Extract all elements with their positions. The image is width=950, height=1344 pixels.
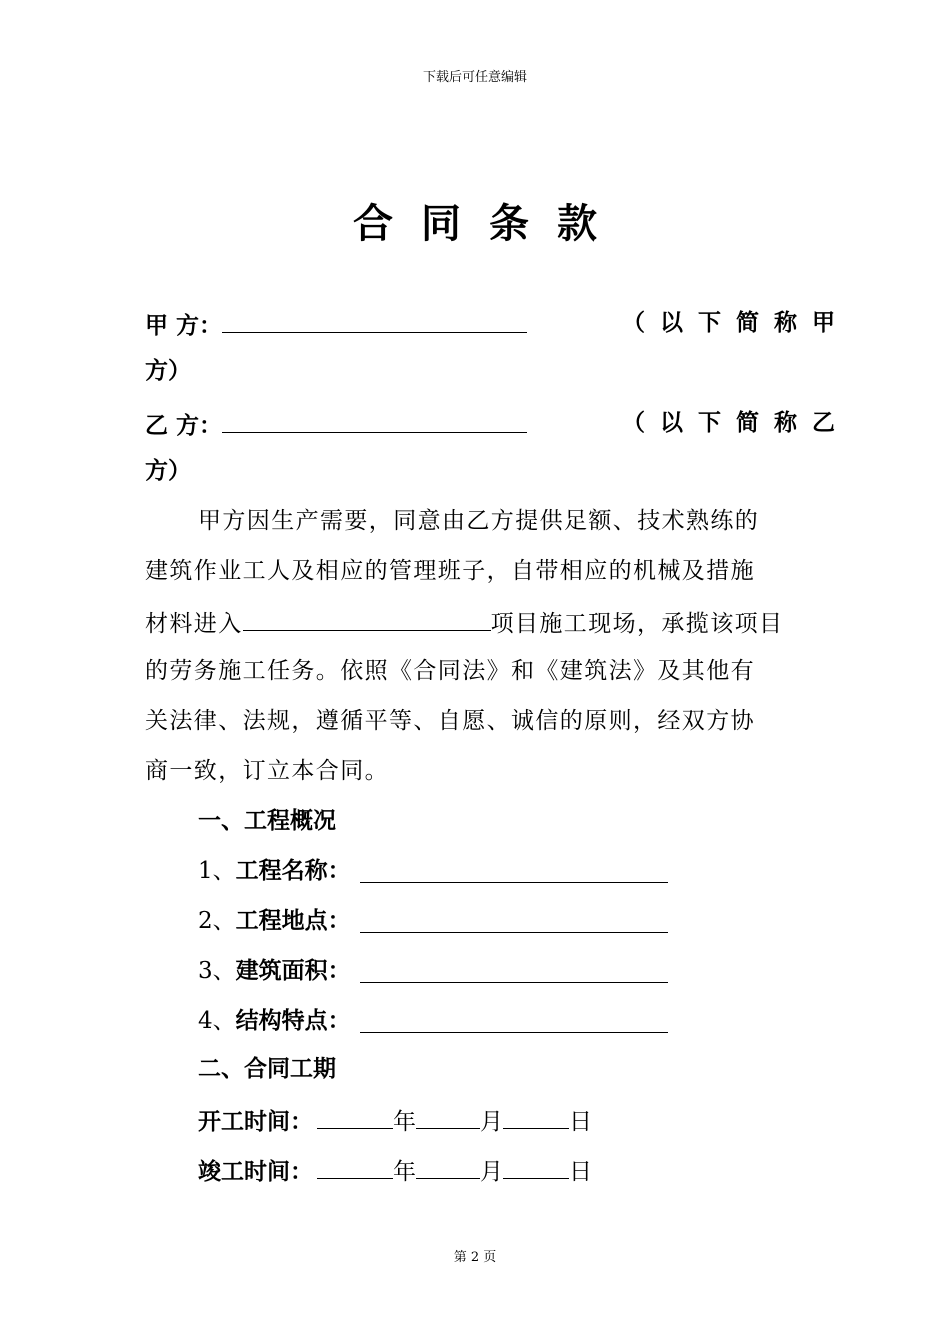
end-year-field[interactable] (317, 1156, 393, 1179)
structure-features-field[interactable] (360, 1010, 668, 1033)
intro-line-3-start: 材料进入 (145, 611, 243, 637)
party-b-label: 乙 方： (145, 412, 223, 439)
end-date-row (198, 1156, 592, 1185)
day-label: 日 (569, 1159, 592, 1185)
item-number: 4、 (198, 1008, 236, 1034)
project-name-blank[interactable] (243, 608, 491, 631)
page-number: 第 2 页 (453, 1250, 497, 1265)
project-item-2 (198, 908, 351, 934)
intro-line-1: 甲方因生产需要，同意由乙方提供足额、技术熟练的 (198, 508, 760, 534)
month-label: 月 (480, 1159, 503, 1185)
party-a-row (145, 310, 527, 339)
item-label: 工程地点： (235, 907, 351, 934)
party-a-note: （以下简称甲 (622, 309, 850, 336)
project-location-field[interactable] (360, 910, 668, 933)
intro-line-3-end: 项目施工现场，承揽该项目 (490, 611, 784, 637)
item-number: 2、 (198, 908, 236, 934)
document-title: 合同条款 (353, 200, 625, 247)
section-2-heading: 二、合同工期 (198, 1055, 336, 1082)
party-b-row (145, 410, 527, 439)
end-day-field[interactable] (503, 1156, 569, 1179)
party-a-label: 甲 方： (145, 312, 223, 339)
project-name-field[interactable] (360, 860, 668, 883)
item-label: 工程名称： (235, 857, 351, 884)
project-item-4 (198, 1008, 351, 1034)
start-day-field[interactable] (503, 1106, 569, 1129)
party-a-note-end: 方） (145, 357, 191, 384)
party-a-blank[interactable] (222, 310, 527, 333)
page-header-note: 下载后可任意编辑 (422, 70, 527, 85)
section-1-heading: 一、工程概况 (198, 807, 336, 834)
day-label: 日 (569, 1109, 592, 1135)
party-b-note: （以下简称乙 (622, 409, 850, 436)
month-label: 月 (480, 1109, 503, 1135)
start-year-field[interactable] (317, 1106, 393, 1129)
start-date-label: 开工时间： (198, 1108, 313, 1135)
intro-line-3 (145, 608, 783, 637)
year-label: 年 (393, 1159, 416, 1185)
start-date-row (198, 1106, 592, 1135)
building-area-field[interactable] (360, 960, 668, 983)
end-month-field[interactable] (416, 1156, 480, 1179)
intro-line-5: 关法律、法规，遵循平等、自愿、诚信的原则，经双方协 (145, 708, 755, 734)
item-number: 3、 (198, 958, 236, 984)
intro-line-6: 商一致，订立本合同。 (145, 758, 389, 784)
year-label: 年 (393, 1109, 416, 1135)
item-number: 1、 (198, 858, 236, 884)
project-item-1 (198, 858, 351, 884)
item-label: 结构特点： (235, 1007, 351, 1034)
end-date-label: 竣工时间： (198, 1158, 313, 1185)
party-b-note-end: 方） (145, 457, 191, 484)
intro-line-4: 的劳务施工任务。依照《合同法》和《建筑法》及其他有 (145, 658, 755, 684)
start-month-field[interactable] (416, 1106, 480, 1129)
intro-line-2: 建筑作业工人及相应的管理班子，自带相应的机械及措施 (145, 558, 755, 584)
party-b-blank[interactable] (222, 410, 527, 433)
item-label: 建筑面积： (235, 957, 351, 984)
project-item-3 (198, 958, 351, 984)
